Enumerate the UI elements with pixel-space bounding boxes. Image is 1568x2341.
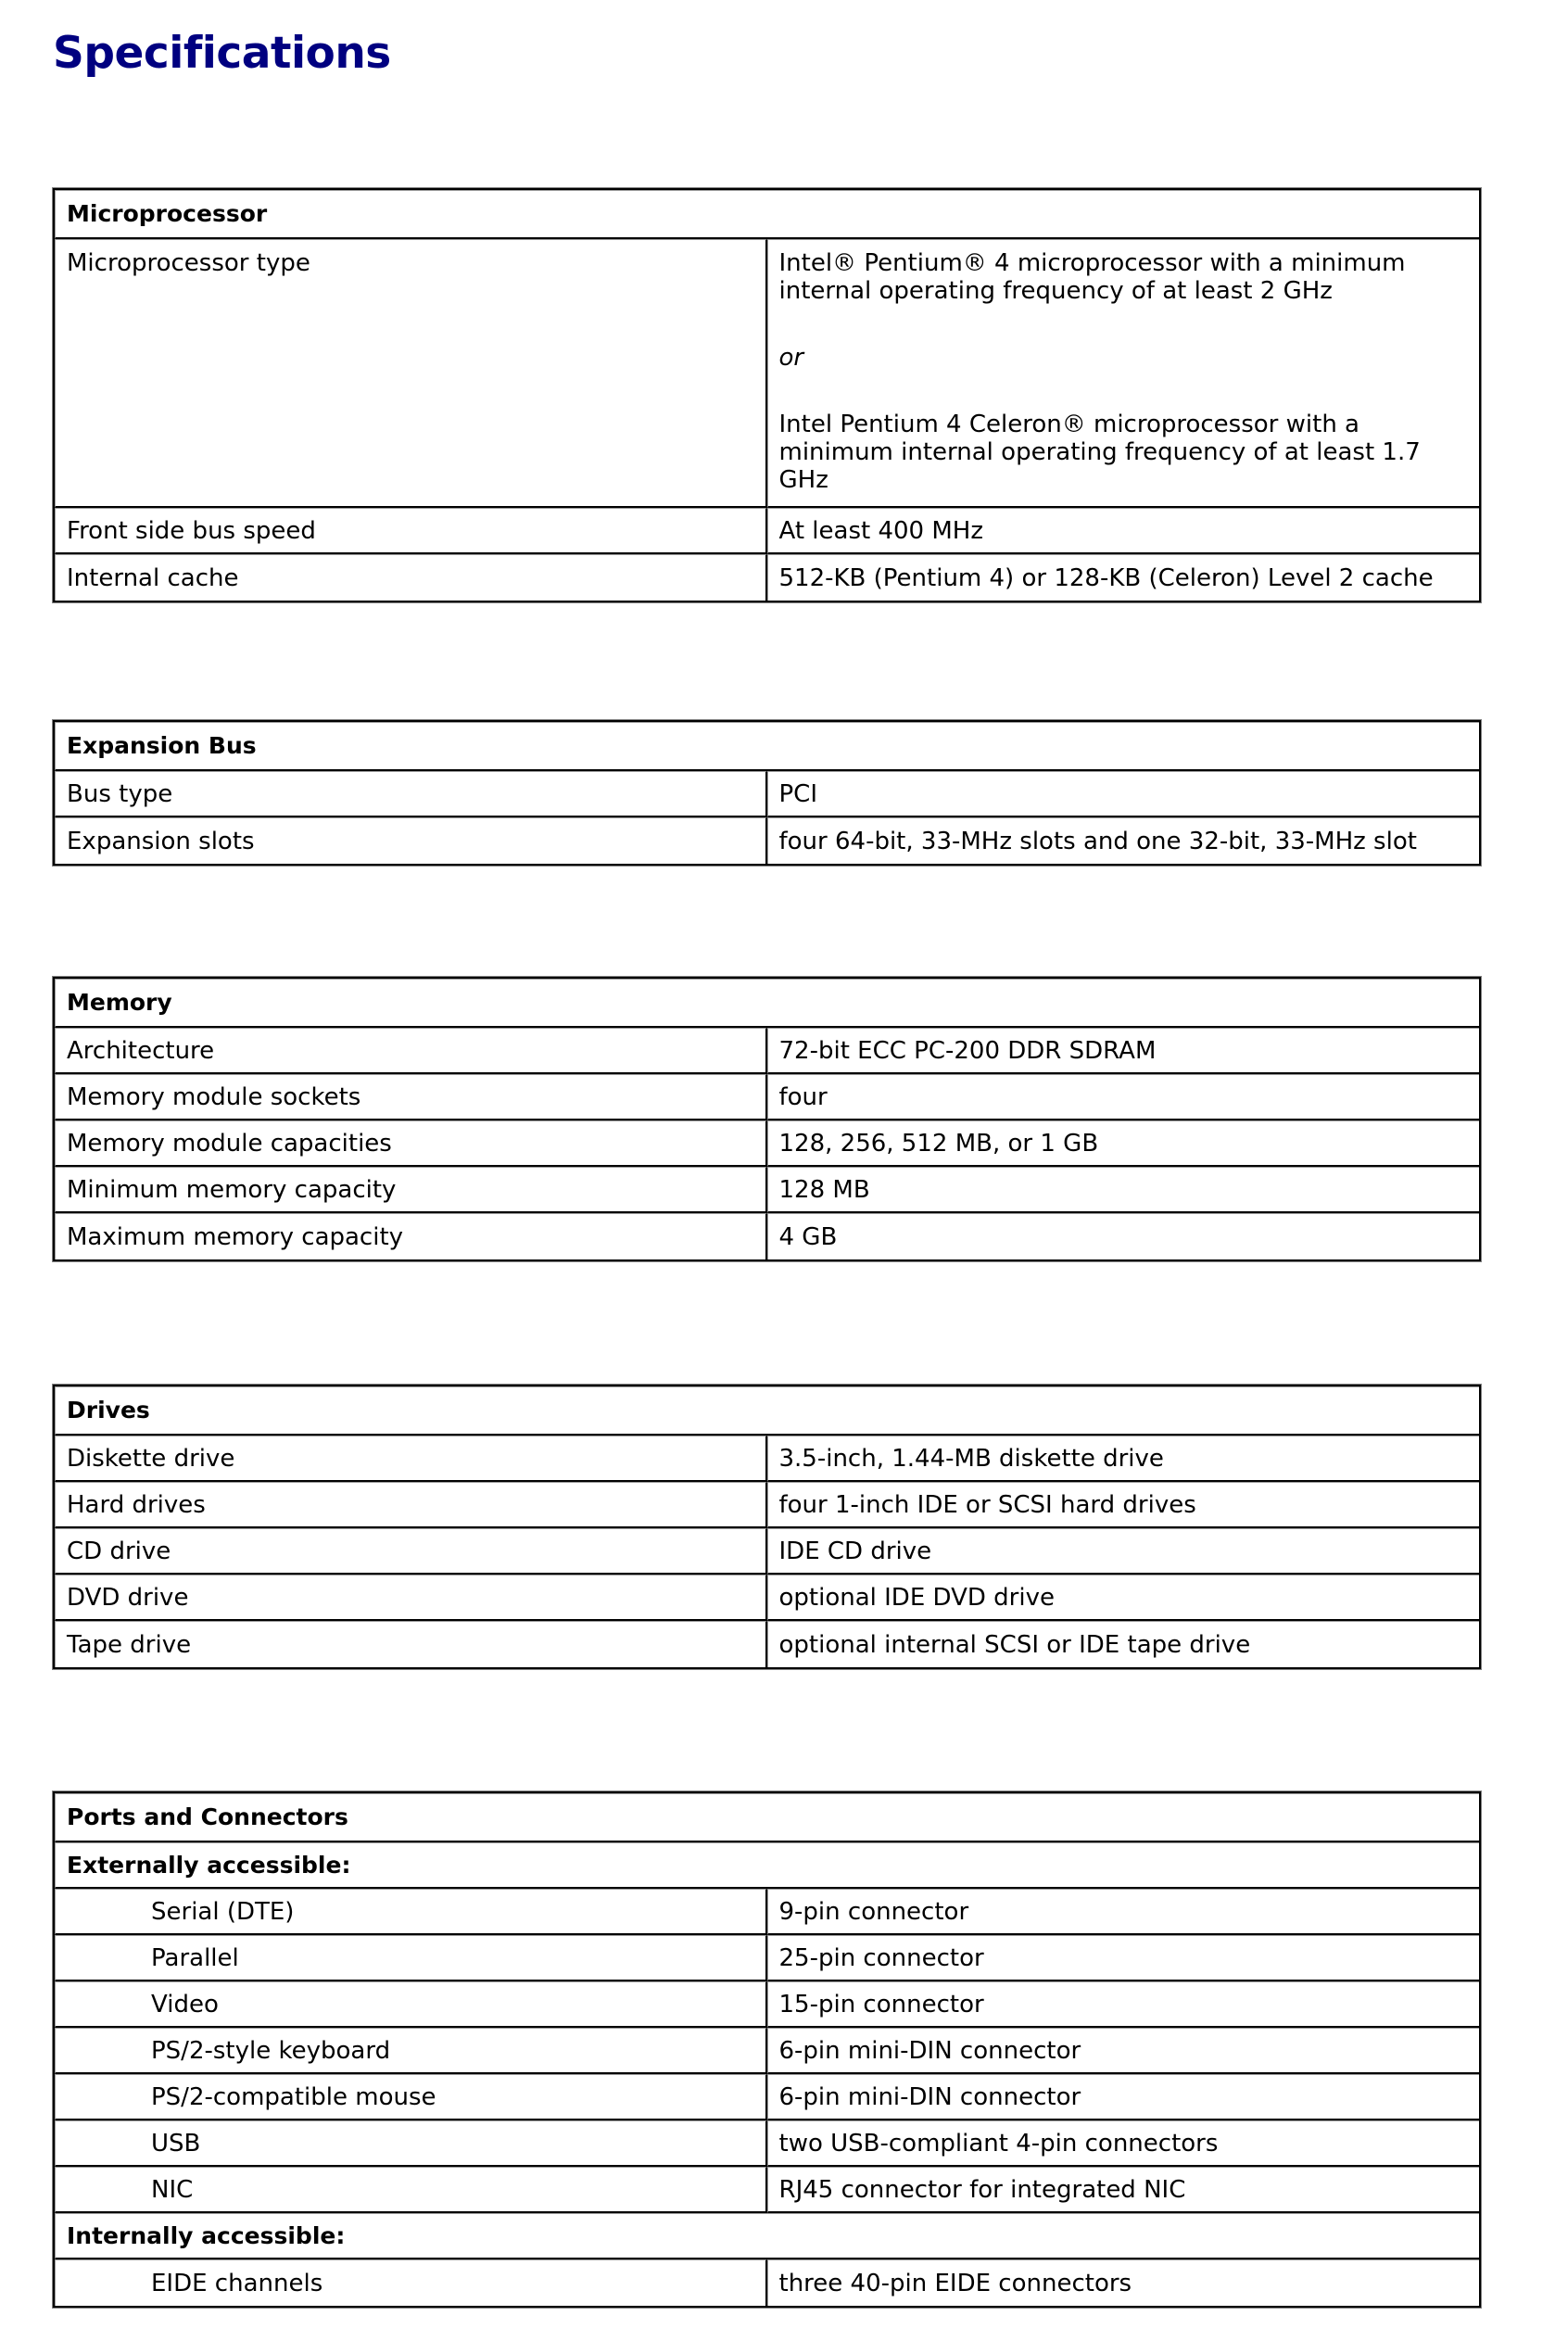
table-row xyxy=(55,508,1479,554)
spec-value: 4 GB xyxy=(767,1213,1480,1259)
spec-label: Minimum memory capacity xyxy=(55,1167,767,1213)
spec-label: EIDE channels xyxy=(55,2259,767,2306)
spec-label: Maximum memory capacity xyxy=(55,1213,767,1259)
memory-table xyxy=(53,977,1481,1261)
drives-table xyxy=(53,1385,1481,1669)
table-row xyxy=(55,817,1479,864)
table-row xyxy=(55,1213,1479,1259)
spec-label: PS/2-style keyboard xyxy=(55,2028,767,2074)
subsection-heading-external: Externally accessible: xyxy=(55,1842,1479,1889)
table-row xyxy=(55,1935,1479,1981)
spec-value: three 40-pin EIDE connectors xyxy=(767,2259,1480,2306)
table-row xyxy=(55,1621,1479,1667)
table-row xyxy=(55,2120,1479,2167)
spec-value: optional IDE DVD drive xyxy=(767,1575,1480,1621)
table-row xyxy=(55,1167,1479,1213)
table-row xyxy=(55,1120,1479,1167)
spec-value: four 1-inch IDE or SCSI hard drives xyxy=(767,1482,1480,1528)
ports-table xyxy=(53,1791,1481,2308)
spec-value: IDE CD drive xyxy=(767,1528,1480,1575)
spec-label: USB xyxy=(55,2120,767,2167)
subsection-row xyxy=(55,1842,1479,1889)
spec-value: 128, 256, 512 MB, or 1 GB xyxy=(767,1120,1480,1167)
table-header-row xyxy=(55,722,1479,771)
spec-value: 6-pin mini-DIN connector xyxy=(767,2028,1480,2074)
spec-value: 9-pin connector xyxy=(767,1889,1480,1935)
table-row xyxy=(55,1981,1479,2028)
spec-label: Parallel xyxy=(55,1935,767,1981)
spec-value: PCI xyxy=(767,771,1480,817)
spec-value: four 64-bit, 33-MHz slots and one 32-bit, 33-MHz slot xyxy=(767,817,1480,864)
section-heading: Ports and Connectors xyxy=(55,1793,1479,1842)
table-row xyxy=(55,2074,1479,2120)
section-heading: Drives xyxy=(55,1386,1479,1436)
spec-value: optional internal SCSI or IDE tape drive xyxy=(767,1621,1480,1667)
spec-value: 6-pin mini-DIN connector xyxy=(767,2074,1480,2120)
spec-value-part: Intel® Pentium® 4 microprocessor with a minimum internal operating frequency of at least 2 GHz xyxy=(778,249,1406,305)
spec-value: 128 MB xyxy=(767,1167,1480,1213)
spec-label: Tape drive xyxy=(55,1621,767,1667)
spec-label: DVD drive xyxy=(55,1575,767,1621)
microprocessor-table xyxy=(53,188,1481,602)
table-row xyxy=(55,1436,1479,1482)
spec-label: CD drive xyxy=(55,1528,767,1575)
section-heading: Memory xyxy=(55,979,1479,1028)
spec-value: 15-pin connector xyxy=(767,1981,1480,2028)
table-row xyxy=(55,1575,1479,1621)
table-header-row xyxy=(55,979,1479,1028)
spec-label: Diskette drive xyxy=(55,1436,767,1482)
table-row xyxy=(55,2028,1479,2074)
table-row xyxy=(55,1482,1479,1528)
spec-label: NIC xyxy=(55,2167,767,2213)
table-row xyxy=(55,2259,1479,2306)
subsection-row xyxy=(55,2213,1479,2259)
spec-label: Microprocessor type xyxy=(55,239,767,508)
table-row xyxy=(55,1028,1479,1074)
spec-value: At least 400 MHz xyxy=(767,508,1480,554)
table-header-row xyxy=(55,190,1479,239)
table-header-row xyxy=(55,1386,1479,1436)
spec-label: Memory module capacities xyxy=(55,1120,767,1167)
spec-value: RJ45 connector for integrated NIC xyxy=(767,2167,1480,2213)
spec-label: Memory module sockets xyxy=(55,1074,767,1120)
table-row xyxy=(55,1074,1479,1120)
spec-label: Bus type xyxy=(55,771,767,817)
table-row xyxy=(55,1889,1479,1935)
table-row xyxy=(55,554,1479,601)
spec-label: PS/2-compatible mouse xyxy=(55,2074,767,2120)
table-row xyxy=(55,239,1479,508)
spec-label: Front side bus speed xyxy=(55,508,767,554)
section-heading: Microprocessor xyxy=(55,190,1479,239)
spec-value: 72-bit ECC PC-200 DDR SDRAM xyxy=(767,1028,1480,1074)
spec-label: Architecture xyxy=(55,1028,767,1074)
spec-label: Expansion slots xyxy=(55,817,767,864)
spec-value xyxy=(767,239,1480,508)
spec-value: 25-pin connector xyxy=(767,1935,1480,1981)
spec-label: Internal cache xyxy=(55,554,767,601)
section-heading: Expansion Bus xyxy=(55,722,1479,771)
table-row xyxy=(55,771,1479,817)
page-title: Specifications xyxy=(53,28,391,79)
spec-value-part: Intel Pentium 4 Celeron® microprocessor with a minimum internal operating frequency of at least 1.7 GHz xyxy=(778,411,1421,494)
table-row xyxy=(55,2167,1479,2213)
spec-label: Hard drives xyxy=(55,1482,767,1528)
table-header-row xyxy=(55,1793,1479,1842)
spec-label: Video xyxy=(55,1981,767,2028)
spec-value: two USB-compliant 4-pin connectors xyxy=(767,2120,1480,2167)
table-row xyxy=(55,1528,1479,1575)
spec-value: 3.5-inch, 1.44-MB diskette drive xyxy=(767,1436,1480,1482)
expansion-bus-table xyxy=(53,720,1481,866)
subsection-heading-internal: Internally accessible: xyxy=(55,2213,1479,2259)
spec-label: Serial (DTE) xyxy=(55,1889,767,1935)
spec-value: four xyxy=(767,1074,1480,1120)
spec-value: 512-KB (Pentium 4) or 128-KB (Celeron) Level 2 cache xyxy=(767,554,1480,601)
spec-value-or: or xyxy=(778,344,804,372)
